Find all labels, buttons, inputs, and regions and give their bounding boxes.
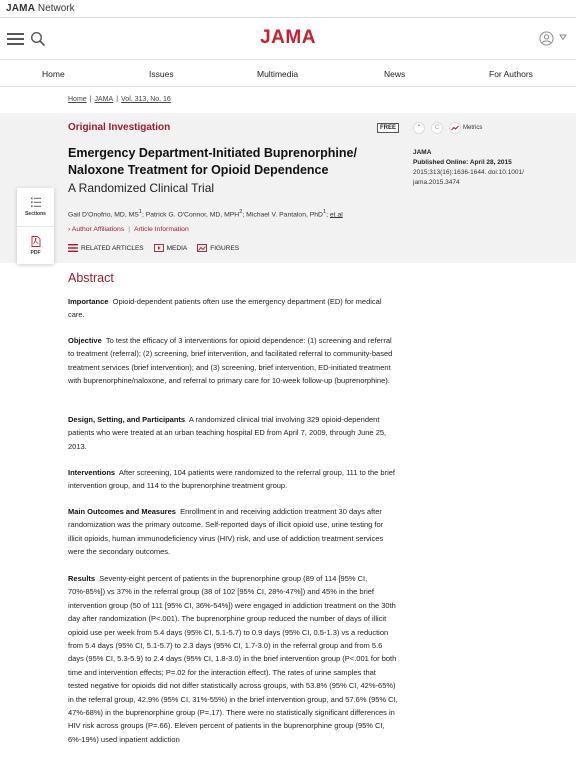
chevron-right-icon: › bbox=[68, 226, 71, 233]
outcomes-label: Main Outcomes and Measures bbox=[68, 507, 176, 516]
results-label: Results bbox=[68, 574, 96, 583]
sections-label: Sections bbox=[25, 211, 46, 217]
author-sup: 1 bbox=[322, 209, 327, 215]
user-icon[interactable] bbox=[539, 31, 554, 46]
jama-logo[interactable]: JAMA bbox=[260, 27, 316, 48]
article-type: Original Investigation bbox=[68, 122, 171, 133]
author-list: Gail D'Onofrio, MD, $MS^1$; Patrick G. O'Connor, MD, MPH$^2$; Michael V. Pantalon, PhD$^1$; et al bbox=[68, 209, 343, 219]
figures-link[interactable] bbox=[197, 244, 239, 252]
main-nav bbox=[0, 60, 576, 87]
author-sup: 1 bbox=[138, 209, 142, 215]
importance-label: Importance bbox=[68, 297, 109, 306]
chevron-down-icon[interactable] bbox=[559, 33, 567, 41]
breadcrumb-home[interactable]: Home bbox=[68, 96, 87, 103]
objective-text: To test the efficacy of 3 interventions for opioid dependence: (1) screening and referral to treatment (referral); (2) screening, brief intervention, and facilitated referral to community-based treatment services (brief intervention); and (3) screening, brief intervention, ED-initiated treatment with buprenorphine/naloxone, and referral to primary care for 10-week follow-up (buprenorphine). bbox=[68, 336, 393, 386]
nav-item-home[interactable]: Home bbox=[42, 69, 65, 79]
network-brand[interactable]: JAMA bbox=[6, 3, 36, 14]
author-sup: 2 bbox=[239, 209, 243, 215]
article-information-link[interactable]: Article Information bbox=[133, 226, 189, 233]
media-label: MEDIA bbox=[166, 244, 188, 252]
breadcrumb-journal[interactable]: JAMA bbox=[94, 96, 114, 103]
breadcrumb-volume[interactable]: Vol. 313, No. 16 bbox=[121, 96, 171, 103]
related-articles-label: RELATED ARTICLES bbox=[81, 244, 144, 252]
abstract-design bbox=[68, 413, 398, 453]
pdf-icon bbox=[31, 236, 41, 247]
outcomes-text: Enrollment in and receiving addiction treatment 30 days after randomization was the primary outcome. Self-reported days of illicit opioid use, urine testing for illicit opioids, human immunodeficiency virus (HIV) risk, and use of addiction treatment services were the secondary outcomes. bbox=[68, 507, 384, 557]
publication-info bbox=[413, 148, 563, 188]
related-articles-link[interactable] bbox=[68, 244, 144, 252]
trend-icon bbox=[449, 122, 461, 134]
site-header bbox=[0, 18, 576, 60]
citation: 2015;313(16):1636-1644. doi:10.1001/ jama.2015.3474 bbox=[413, 169, 524, 186]
article-subtitle: A Randomized Clinical Trial bbox=[68, 181, 215, 195]
article-links bbox=[68, 244, 239, 252]
author-name[interactable]: Gail D'Onofrio, MD, MS bbox=[68, 211, 139, 219]
abstract-heading: Abstract bbox=[68, 271, 114, 285]
design-label: Design, Setting, and Participants bbox=[68, 415, 186, 424]
sections-button[interactable] bbox=[17, 188, 54, 226]
free-badge: FREE bbox=[377, 123, 399, 133]
author-name[interactable]: Patrick G. O'Connor, MD, MPH bbox=[145, 211, 240, 219]
pdf-button[interactable] bbox=[17, 226, 54, 264]
list-icon bbox=[68, 244, 78, 252]
article-tools bbox=[413, 122, 482, 134]
results-text: Seventy-eight percent of patients in the buprenorphine group (89 of 114 [95% CI, 70%-85%]) vs 37% in the referral group (38 of 102 [95% CI, 28%-47%]) and 45% in the brief intervention group (50 of 111 [95% CI, 36%-54%]) were engaged in addiction treatment on the 30th day after randomization (P<.001). The buprenorphine group reduced the number of days of illicit opioid use per week from 5.4 days (95% CI, 5.1-5.7) to 0.9 days (95% CI, 0.5-1.3) vs a reduction from 5.4 days (95% CI, 5.1-5.7) to 2.3 days (95% CI, 1.7-3.0) in the referral group and from 5.6 days (95% CI, 5.3-5.9) to 2.4 days (95% CI, 1.8-3.0) in the brief intervention group (P<.001 for both time and intervention effects; P=.02 for the interaction effect). The rates of urine samples that tested negative for opioids did not differ statistically across groups, with 53.8% (95% CI, 42%-65%) in the referral group, 42.9% (95% CI, 31%-55%) in the brief intervention group, and 57.6% (95% CI, 47%-68%) in the buprenorphine group (P=.17). There were no statistically significant differences in HIV risk across groups (P=.66). Eleven percent of patients in the buprenorphine group (95% CI, 6%-19%) used inpatient addiction bbox=[68, 574, 398, 744]
media-icon bbox=[154, 244, 164, 252]
et-al-link[interactable]: et al bbox=[329, 211, 343, 219]
interventions-label: Interventions bbox=[68, 468, 116, 477]
pdf-label: PDF bbox=[30, 249, 41, 256]
importance-text: Opioid-dependent patients often use the emergency department (ED) for medical care. bbox=[68, 297, 382, 320]
quote-icon[interactable]: “ bbox=[413, 122, 425, 134]
nav-item-for-authors[interactable]: For Authors bbox=[489, 69, 533, 79]
figure-icon bbox=[197, 244, 207, 252]
figures-label: FIGURES bbox=[210, 244, 240, 252]
abstract-importance bbox=[68, 295, 398, 322]
affiliation-links: › Author Affiliations | Article Information bbox=[68, 226, 189, 233]
sections-icon bbox=[31, 197, 41, 208]
metrics-label: Metrics bbox=[463, 125, 483, 131]
floating-toolbar bbox=[17, 188, 54, 264]
abstract-interventions bbox=[68, 466, 398, 493]
article-title: Emergency Department-Initiated Buprenorphine/ Naloxone Treatment for Opioid Dependence bbox=[68, 146, 357, 177]
metrics-link[interactable] bbox=[449, 122, 482, 134]
abstract-objective bbox=[68, 334, 398, 388]
design-text: A randomized clinical trial involving 329 opioid-dependent patients who were treated at an urban teaching hospital ED from April 7, 2009, through June 25, 2013. bbox=[68, 415, 387, 451]
nav-item-multimedia[interactable]: Multimedia bbox=[257, 69, 299, 79]
objective-label: Objective bbox=[68, 336, 102, 345]
journal-name: JAMA bbox=[413, 149, 432, 156]
abstract-outcomes bbox=[68, 505, 398, 559]
breadcrumb: Home | JAMA | Vol. 313, No. 16 bbox=[68, 96, 171, 103]
copyright-icon[interactable]: C bbox=[431, 122, 443, 134]
network-suffix[interactable]: Network bbox=[35, 3, 75, 14]
abstract-results bbox=[68, 572, 398, 746]
nav-item-issues[interactable]: Issues bbox=[149, 69, 174, 79]
jama-network-bar bbox=[0, 0, 576, 18]
media-link[interactable] bbox=[154, 244, 188, 252]
interventions-text: After screening, 104 patients were randomized to the referral group, 111 to the brief intervention group, and 114 to the buprenorphine treatment group. bbox=[68, 468, 395, 491]
published-date: Published Online: April 28, 2015 bbox=[413, 159, 512, 166]
author-name[interactable]: Michael V. Pantalon, PhD bbox=[246, 211, 323, 219]
author-affiliations-link[interactable]: Author Affiliations bbox=[71, 226, 125, 233]
nav-item-news[interactable]: News bbox=[384, 69, 406, 79]
